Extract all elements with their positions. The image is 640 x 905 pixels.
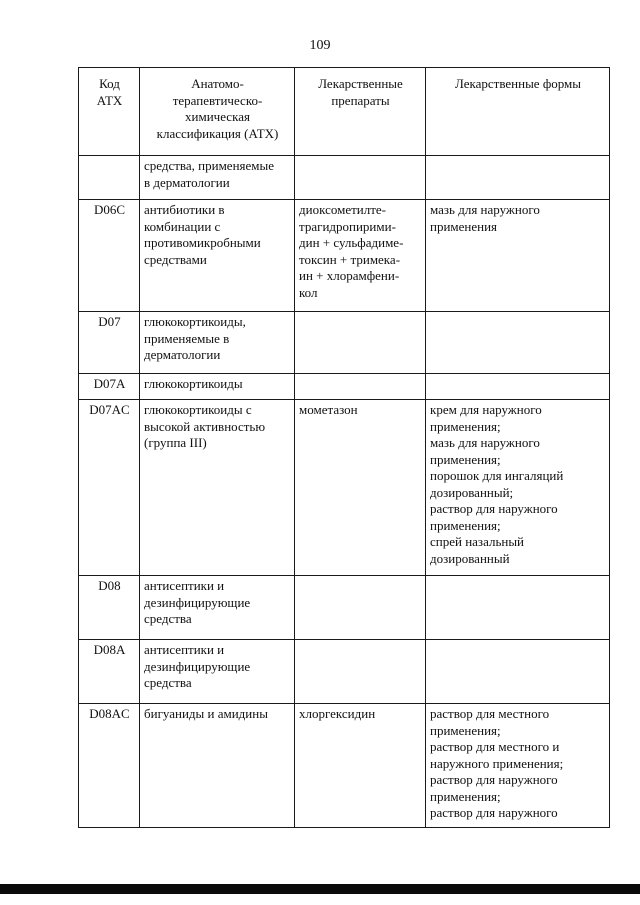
- table-row: [79, 640, 610, 704]
- cell-line: токсин + тримека-: [299, 251, 401, 267]
- drugs-cell: [295, 400, 426, 576]
- cell-line: раствор для наружного: [430, 501, 558, 516]
- cell-line: средства, применяемые: [144, 158, 275, 173]
- page-bottom-bar: [0, 884, 640, 894]
- cell-line: применения;: [430, 517, 501, 533]
- table-row: [79, 400, 610, 576]
- cell-line: Код: [99, 76, 120, 91]
- header-classification: [140, 68, 295, 156]
- header-drugs: [295, 68, 426, 156]
- cell-line: высокой активностью: [144, 418, 266, 434]
- cell-line: применения;: [430, 418, 501, 434]
- cell-line: мазь для наружного: [430, 435, 540, 450]
- cell-line: применения;: [430, 451, 501, 467]
- cell-line: раствор для местного и: [430, 739, 560, 754]
- cell-line: средствами: [144, 251, 207, 267]
- cell-line: кол: [299, 284, 318, 300]
- cell-line: средства: [144, 675, 192, 690]
- atx-table: [78, 67, 610, 828]
- cell-line: Лекарственные формы: [454, 76, 582, 91]
- cell-line: дезинфицирующие: [144, 594, 251, 610]
- cell-line: препараты: [331, 92, 390, 108]
- table-row: [79, 200, 610, 312]
- table-row: [79, 312, 610, 374]
- cell-line: дерматологии: [144, 347, 221, 362]
- forms-cell: [426, 704, 610, 828]
- drugs-cell: [295, 312, 426, 374]
- atx-code-cell: D08AC: [79, 704, 140, 828]
- table-row: [79, 576, 610, 640]
- cell-line: наружного применения;: [430, 755, 564, 771]
- cell-line: терапевтическо-: [172, 92, 263, 108]
- cell-line: порошок для ингаляций: [430, 468, 564, 483]
- cell-line: (группа III): [144, 435, 207, 450]
- cell-line: бигуаниды и амидины: [144, 706, 268, 721]
- cell-line: хлоргексидин: [299, 706, 376, 721]
- page-number: 109: [309, 38, 331, 53]
- cell-line: в дерматологии: [144, 174, 230, 190]
- cell-line: дозированный: [430, 550, 510, 566]
- atx-code-cell: [79, 156, 140, 200]
- cell-line: применяемые в: [144, 330, 230, 346]
- header-code: [79, 68, 140, 156]
- cell-line: дин + сульфадиме-: [299, 235, 404, 250]
- cell-line: АТХ: [96, 92, 123, 108]
- header-forms: [426, 68, 610, 156]
- cell-line: дозированный;: [430, 484, 514, 500]
- forms-cell: [426, 640, 610, 704]
- classification-cell: [140, 400, 295, 576]
- atx-code-cell: D07A: [79, 374, 140, 400]
- classification-cell: [140, 200, 295, 312]
- classification-cell: [140, 640, 295, 704]
- cell-line: глюкокортикоиды,: [144, 314, 246, 329]
- forms-cell: [426, 400, 610, 576]
- cell-line: раствор для наружного: [430, 772, 558, 787]
- cell-line: Анатомо-: [191, 76, 244, 91]
- cell-line: противомикробными: [144, 235, 261, 250]
- atx-code-cell: D08A: [79, 640, 140, 704]
- drugs-cell: [295, 200, 426, 312]
- table-row: [79, 704, 610, 828]
- cell-line: трагидропирими-: [299, 218, 396, 234]
- classification-cell: [140, 576, 295, 640]
- forms-cell: [426, 576, 610, 640]
- atx-code-cell: D07: [79, 312, 140, 374]
- cell-line: антибиотики в: [144, 202, 225, 217]
- table-row: [79, 156, 610, 200]
- classification-cell: [140, 156, 295, 200]
- cell-line: химическая: [185, 109, 250, 124]
- atx-code-cell: D08: [79, 576, 140, 640]
- cell-line: крем для наружного: [430, 402, 542, 417]
- classification-cell: [140, 704, 295, 828]
- cell-line: средства: [144, 611, 192, 626]
- forms-cell: [426, 374, 610, 400]
- cell-line: мометазон: [299, 402, 358, 417]
- forms-cell: [426, 312, 610, 374]
- drugs-cell: [295, 704, 426, 828]
- cell-line: глюкокортикоиды: [144, 376, 243, 391]
- cell-line: мазь для наружного: [430, 202, 540, 217]
- cell-line: раствор для местного: [430, 706, 550, 721]
- drugs-cell: [295, 374, 426, 400]
- classification-cell: [140, 312, 295, 374]
- cell-line: применения: [430, 218, 498, 234]
- table-body: [79, 156, 610, 828]
- drugs-cell: [295, 640, 426, 704]
- cell-line: глюкокортикоиды с: [144, 402, 252, 417]
- cell-line: применения;: [430, 788, 501, 804]
- atx-code-cell: D07AC: [79, 400, 140, 576]
- table-row: [79, 374, 610, 400]
- atx-code-cell: D06C: [79, 200, 140, 312]
- cell-line: диоксометилте-: [299, 202, 386, 217]
- forms-cell: [426, 200, 610, 312]
- cell-line: антисептики и: [144, 578, 225, 593]
- cell-line: спрей назальный: [430, 534, 525, 549]
- cell-line: дезинфицирующие: [144, 658, 251, 674]
- table-header-row: [79, 68, 610, 156]
- drugs-cell: [295, 156, 426, 200]
- cell-line: раствор для наружного: [430, 805, 558, 820]
- cell-line: комбинации с: [144, 218, 221, 234]
- cell-line: классификация (АТХ): [156, 125, 279, 141]
- classification-cell: [140, 374, 295, 400]
- cell-line: Лекарственные: [318, 76, 403, 91]
- drugs-cell: [295, 576, 426, 640]
- cell-line: антисептики и: [144, 642, 225, 657]
- cell-line: ин + хлорамфени-: [299, 268, 400, 283]
- cell-line: применения;: [430, 722, 501, 738]
- forms-cell: [426, 156, 610, 200]
